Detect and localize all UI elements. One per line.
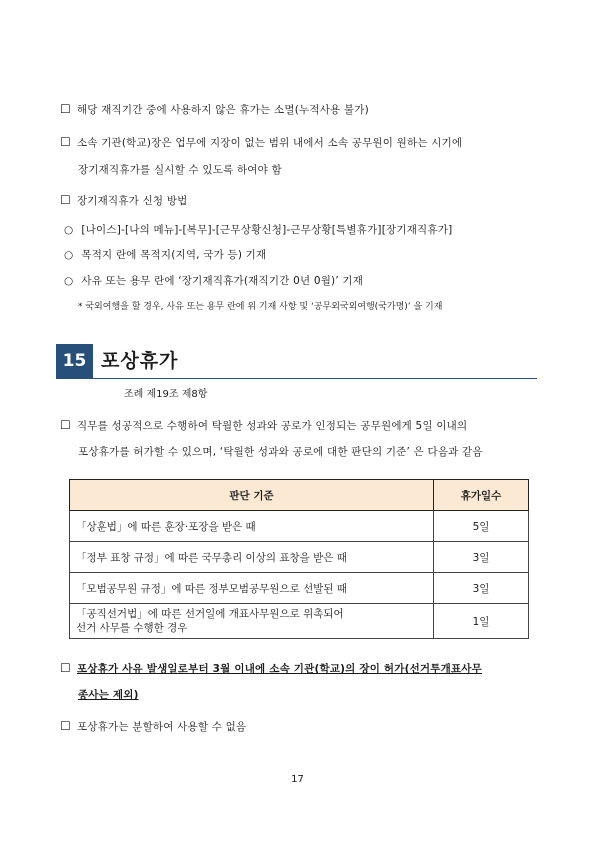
footnote: * 국외여행을 할 경우, 사유 또는 용무 란에 위 기재 사항 및 ‘공무외국외여행(국가명)’ 을 기재: [78, 302, 443, 312]
paragraph-scheduling: [60, 135, 462, 150]
criteria-cell: 「정부 표창 규정」에 따른 국무총리 이상의 표창을 받은 때: [70, 542, 434, 573]
list-item-text: [나이스]-[나의 메뉴]-[복무]-[근무상황신청]-근무상황[특별휴가][장기재직휴가]: [81, 224, 453, 236]
days-cell: 3일: [434, 573, 529, 604]
paragraph-text: 포상휴가 사유 발생일로부터 3월 이내에 소속 기관(학교)의 장이 허가(선거투개표사무: [76, 663, 482, 675]
paragraph-continuation: 종사는 제외): [78, 689, 139, 701]
table-header-row: [70, 480, 529, 511]
award-criteria-table: [69, 479, 529, 639]
section-number-badge: 15: [56, 344, 93, 378]
paragraph-text: 해당 재직기간 중에 사용하지 않은 휴가는 소멸(누적사용 불가): [76, 104, 369, 116]
section-reference: 조례 제19조 제8항: [124, 389, 208, 400]
paragraph-approval-deadline: [60, 661, 482, 676]
paragraph-application-method: [60, 193, 187, 208]
checkbox-bullet-icon: ☐: [60, 418, 71, 432]
checkbox-bullet-icon: ☐: [60, 102, 71, 116]
criteria-line: 선거 사무를 수행한 경우: [76, 622, 188, 634]
checkbox-bullet-icon: ☐: [60, 193, 71, 207]
circle-bullet-icon: ○: [64, 249, 74, 261]
paragraph-text: 소속 기관(학교)장은 업무에 지장이 없는 범위 내에서 소속 공무원이 원하는 시기에: [76, 137, 463, 149]
list-item-text: 목적지 란에 목적지(지역, 국가 등) 기재: [81, 249, 267, 261]
table-row: [70, 511, 529, 542]
paragraph-continuation: 장기재직휴가를 실시할 수 있도록 하여야 함: [78, 164, 282, 176]
criteria-line: 「공직선거법」에 따른 선거일에 개표사무원으로 위촉되어: [76, 608, 344, 620]
list-item: [64, 222, 452, 237]
checkbox-bullet-icon: ☐: [60, 719, 71, 733]
days-cell: 3일: [434, 542, 529, 573]
table-row: [70, 573, 529, 604]
page-number: 17: [291, 774, 304, 785]
list-item-text: 사유 또는 용무 란에 ‘장기재직휴가(재직기간 0년 0월)’ 기재: [81, 275, 364, 287]
column-header-days: 휴가일수: [434, 480, 529, 511]
criteria-cell: [70, 604, 434, 639]
checkbox-bullet-icon: ☐: [60, 135, 71, 149]
table-row: [70, 604, 529, 639]
paragraph-continuation: 포상휴가를 허가할 수 있으며, ‘탁월한 성과와 공로에 대한 판단의 기준’ 은 다음과 같음: [78, 446, 483, 458]
list-item: [64, 247, 266, 262]
paragraph-unused-leave: [60, 102, 369, 117]
section-divider: [56, 378, 537, 379]
criteria-cell: 「모범공무원 규정」에 따른 정부모범공무원으로 선발된 때: [70, 573, 434, 604]
table-row: [70, 542, 529, 573]
criteria-cell: 「상훈법」에 따른 훈장·포장을 받은 때: [70, 511, 434, 542]
list-item: [64, 273, 363, 288]
paragraph-text: 장기재직휴가 신청 방법: [76, 195, 188, 207]
section-title: 포상휴가: [101, 350, 179, 372]
paragraph-text: 직무를 성공적으로 수행하여 탁월한 성과와 공로가 인정되는 공무원에게 5일 이내의: [76, 420, 468, 432]
days-cell: 5일: [434, 511, 529, 542]
days-cell: 1일: [434, 604, 529, 639]
circle-bullet-icon: ○: [64, 275, 74, 287]
paragraph-no-split: [60, 719, 246, 734]
checkbox-bullet-icon: ☐: [60, 661, 71, 675]
paragraph-award-criteria: [60, 418, 467, 433]
circle-bullet-icon: ○: [64, 224, 74, 236]
paragraph-text: 포상휴가는 분할하여 사용할 수 없음: [76, 721, 247, 733]
column-header-criteria: 판단 기준: [70, 480, 434, 511]
